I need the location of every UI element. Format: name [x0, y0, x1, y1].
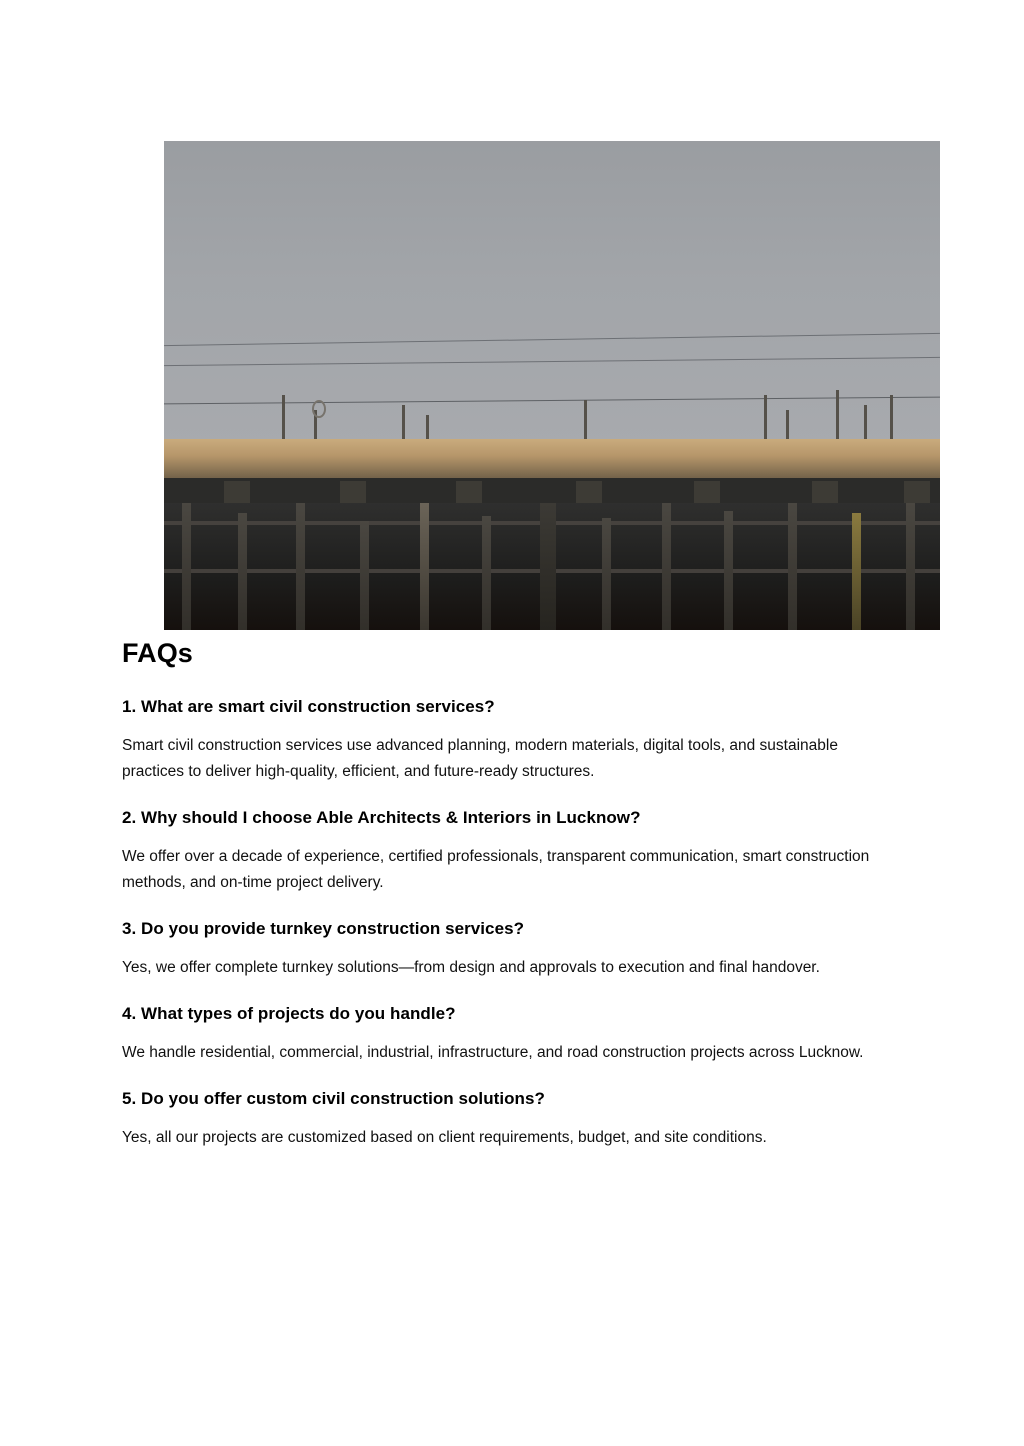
faq-question: 4. What types of projects do you handle? [122, 1004, 456, 1023]
scaffold-column [182, 503, 191, 630]
faq-question: 1. What are smart civil construction services? [122, 697, 495, 716]
faq-question: 2. Why should I choose Able Architects & Interiors in Lucknow? [122, 808, 641, 827]
scaffold-column [852, 513, 861, 630]
faq-question: 3. Do you provide turnkey construction services? [122, 919, 525, 938]
faq-item [122, 807, 898, 896]
deck-beam [694, 481, 720, 503]
deck-beam [224, 481, 250, 503]
concrete-deck [164, 439, 940, 481]
deck-beam [812, 481, 838, 503]
deck-beam [576, 481, 602, 503]
scaffolding-region [164, 503, 940, 630]
page-title: FAQs [122, 638, 193, 668]
faq-item [122, 1088, 898, 1151]
article-body [122, 636, 898, 1173]
deck-beam [456, 481, 482, 503]
faq-item [122, 918, 898, 981]
scaffold-column [296, 503, 305, 630]
scaffold-column [238, 513, 247, 630]
hero-image [164, 141, 940, 630]
faq-answer: Yes, all our projects are customized based on client requirements, budget, and site conditions. [122, 1129, 767, 1146]
faq-answer: Smart civil construction services use advanced planning, modern materials, digital tools, and sustainable practices to deliver high-quality, efficient, and future-ready structures. [122, 737, 838, 780]
faq-answer: We offer over a decade of experience, certified professionals, transparent communication, smart construction methods, and on-time project delivery. [122, 848, 870, 891]
scaffold-column [360, 521, 369, 630]
scaffold-column [482, 516, 491, 630]
faq-item [122, 1003, 898, 1066]
scaffold-column [420, 503, 429, 630]
scaffold-column [662, 503, 671, 630]
deck-beam [904, 481, 930, 503]
faq-answer: Yes, we offer complete turnkey solutions—from design and approvals to execution and final handover. [122, 959, 820, 976]
faq-question: 5. Do you offer custom civil construction solutions? [122, 1089, 545, 1108]
scaffold-column [788, 503, 797, 630]
scaffold-column [724, 511, 733, 630]
deck-beam [340, 481, 366, 503]
faq-answer: We handle residential, commercial, industrial, infrastructure, and road construction projects across Lucknow. [122, 1044, 864, 1061]
faq-item [122, 696, 898, 785]
scaffold-column [602, 518, 611, 630]
scaffold-column [540, 503, 556, 630]
scaffold-column [906, 503, 915, 630]
sky-region [164, 141, 940, 454]
